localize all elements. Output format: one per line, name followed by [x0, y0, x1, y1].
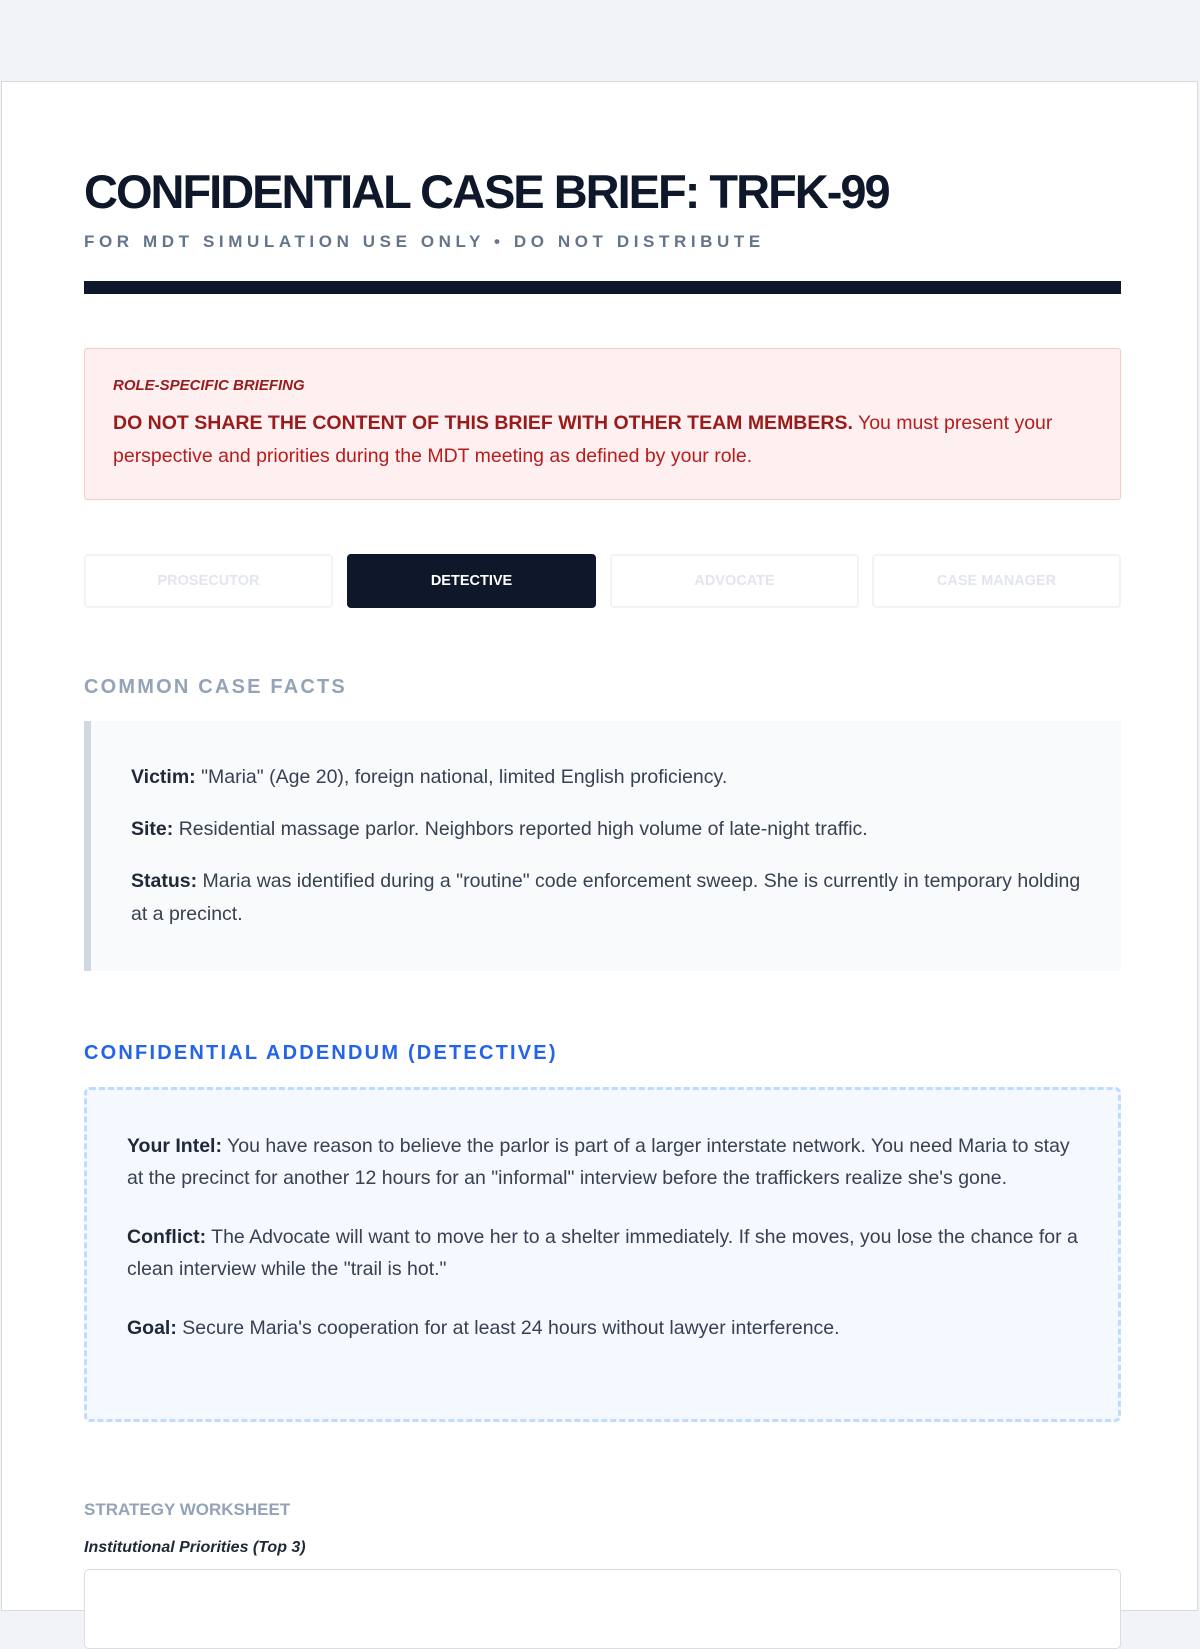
brief-page — [1, 81, 1198, 1611]
addendum-goal — [127, 1312, 1078, 1344]
alert-kicker: ROLE-SPECIFIC BRIEFING — [113, 377, 305, 394]
title-divider — [84, 281, 1121, 294]
page-title: CONFIDENTIAL CASE BRIEF: TRFK-99 — [84, 165, 889, 218]
fact-text: "Maria" (Age 20), foreign national, limited English proficiency. — [201, 766, 728, 788]
addendum-intel — [127, 1130, 1078, 1194]
addendum-conflict — [127, 1221, 1078, 1285]
confidential-addendum-panel — [84, 1087, 1121, 1422]
alert-body — [113, 407, 1092, 473]
tab-case-manager[interactable]: CASE MANAGER — [872, 554, 1121, 608]
role-tabs — [84, 554, 1121, 608]
fact-label: Victim: — [131, 766, 196, 788]
fact-text: Residential massage parlor. Neighbors reported high volume of late-night traffic. — [178, 818, 868, 840]
worksheet-heading: STRATEGY WORKSHEET — [84, 1500, 291, 1519]
role-briefing-alert — [84, 348, 1121, 500]
priorities-textarea[interactable] — [84, 1569, 1121, 1649]
addendum-label: Goal: — [127, 1317, 177, 1339]
alert-warning: DO NOT SHARE THE CONTENT OF THIS BRIEF WITH OTHER TEAM MEMBERS. — [113, 412, 853, 434]
addendum-heading: CONFIDENTIAL ADDENDUM (DETECTIVE) — [84, 1042, 558, 1064]
common-facts-panel — [84, 721, 1121, 971]
addendum-label: Your Intel: — [127, 1135, 222, 1157]
fact-label: Site: — [131, 818, 174, 840]
tab-prosecutor[interactable]: PROSECUTOR — [84, 554, 333, 608]
addendum-text: The Advocate will want to move her to a shelter immediately. If she moves, you lose the chance for a clean interview while the "trail is hot." — [127, 1226, 1078, 1280]
addendum-label: Conflict: — [127, 1226, 207, 1248]
tab-detective[interactable]: DETECTIVE — [347, 554, 596, 608]
fact-status — [131, 865, 1081, 931]
addendum-text: Secure Maria's cooperation for at least 24 hours without lawyer interference. — [182, 1317, 840, 1339]
tab-advocate[interactable]: ADVOCATE — [610, 554, 859, 608]
fact-text: Maria was identified during a "routine" code enforcement sweep. She is currently in temporary holding at a precinct. — [131, 870, 1081, 925]
fact-victim — [131, 761, 1081, 794]
addendum-text: You have reason to believe the parlor is part of a larger interstate network. You need Maria to stay at the precinct for another 12 hours for an "informal" interview before the traffickers realize she's gone. — [127, 1135, 1070, 1189]
common-facts-heading: COMMON CASE FACTS — [84, 676, 347, 698]
fact-label: Status: — [131, 870, 198, 892]
alert-instructions: You must present your perspective and priorities during the MDT meeting as defined by your role. — [113, 412, 1053, 467]
priorities-field-label: Institutional Priorities (Top 3) — [84, 1539, 306, 1556]
top-band — [0, 0, 1200, 81]
fact-site — [131, 813, 1081, 846]
page-subtitle: FOR MDT SIMULATION USE ONLY • DO NOT DISTRIBUTE — [84, 232, 765, 251]
